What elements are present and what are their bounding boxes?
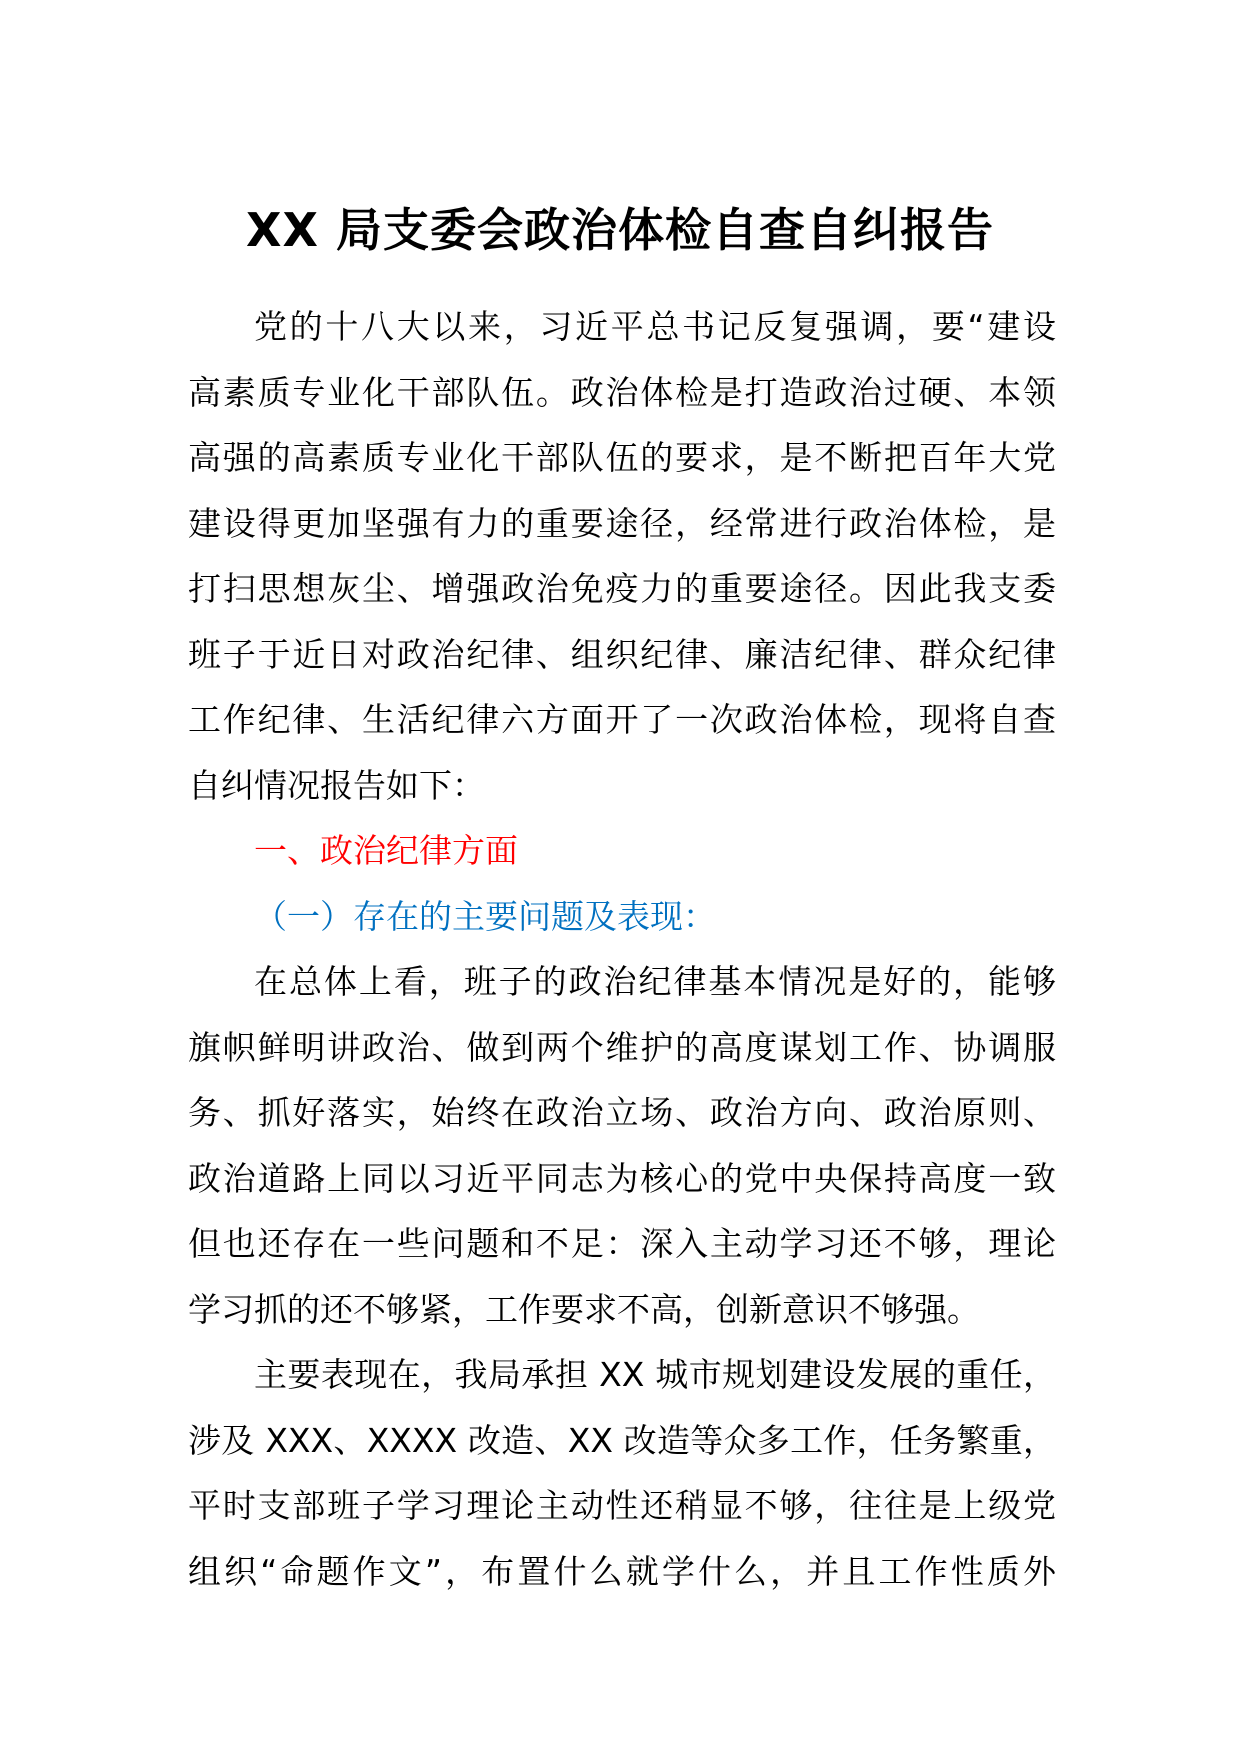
- details-paragraph: [188, 1342, 1056, 1604]
- paragraph-line: 主要表现在，我局承担 XX 城市规划建设发展的重任，: [254, 1355, 1056, 1394]
- section-heading: 一、政治纪律方面: [254, 831, 518, 870]
- paragraph-line: 但也还存在一些问题和不足：深入主动学习还不够，理论: [188, 1224, 1056, 1263]
- paragraph-line: 党的十八大以来，习近平总书记反复强调，要“建设: [254, 307, 1056, 346]
- paragraph-line: 涉及 XXX、XXXX 改造、XX 改造等众多工作，任务繁重，: [188, 1420, 1056, 1460]
- paragraph-line: 务、抓好落实，始终在政治立场、政治方向、政治原则、: [188, 1093, 1056, 1132]
- paragraph-line: 旗帜鲜明讲政治、做到两个维护的高度谋划工作、协调服: [188, 1027, 1056, 1067]
- paragraph-line: 学习抓的还不够紧，工作要求不高，创新意识不够强。: [188, 1289, 980, 1329]
- paragraph-line: 自纠情况报告如下：: [188, 765, 485, 805]
- paragraph-line: 高素质专业化干部队伍。政治体检是打造政治过硬、本领: [188, 372, 1056, 412]
- paragraph-line: 高强的高素质专业化干部队伍的要求，是不断把百年大党: [188, 438, 1056, 477]
- paragraph-line: 建设得更加坚强有力的重要途径，经常进行政治体检，是: [188, 503, 1056, 543]
- paragraph-line: 政治道路上同以习近平同志为核心的党中央保持高度一致: [188, 1158, 1056, 1198]
- paragraph-line: 在总体上看，班子的政治纪律基本情况是好的，能够: [254, 962, 1056, 1001]
- document-title: XX 局支委会政治体检自查自纠报告: [246, 203, 994, 257]
- subsection-heading: （一）存在的主要问题及表现：: [254, 896, 716, 936]
- paragraph-line: 组织“命题作文”，布置什么就学什么，并且工作性质外: [188, 1551, 1056, 1591]
- paragraph-line: 工作纪律、生活纪律六方面开了一次政治体检，现将自查: [188, 700, 1056, 739]
- document-body: [188, 294, 1056, 1604]
- summary-paragraph: [188, 949, 1056, 1342]
- paragraph-line: 平时支部班子学习理论主动性还稍显不够，往往是上级党: [188, 1486, 1056, 1525]
- paragraph-line: 班子于近日对政治纪律、组织纪律、廉洁纪律、群众纪律: [188, 634, 1056, 674]
- intro-paragraph: [188, 294, 1056, 818]
- paragraph-line: 打扫思想灰尘、增强政治免疫力的重要途径。因此我支委: [188, 569, 1056, 608]
